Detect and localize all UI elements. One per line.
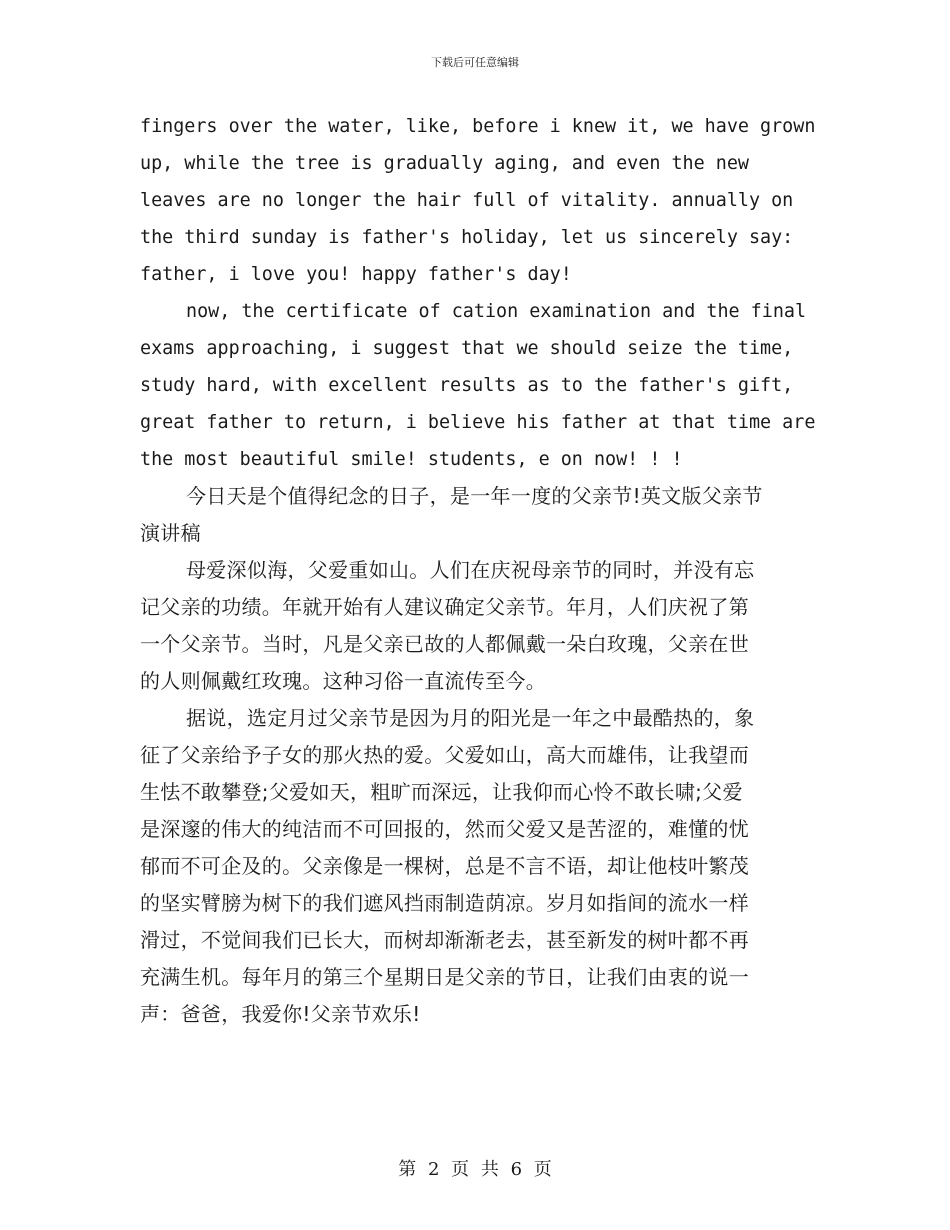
text-line: 滑过，不觉间我们已长大，而树却渐渐老去，甚至新发的树叶都不再: [140, 928, 749, 952]
text-line: 是深邃的伟大的纯洁而不可回报的，然而父爱又是苦涩的，难懂的忧: [140, 817, 749, 841]
paragraph-english-1: [140, 108, 816, 293]
text-line: now, the certificate of cation examination and the final: [186, 301, 807, 322]
text-line: exams approaching, i suggest that we should seize the time,: [140, 338, 794, 359]
text-line: 今日天是个值得纪念的日子，是一年一度的父亲节!英文版父亲节: [186, 484, 763, 508]
text-line: the most beautiful smile! students, e on now! ! !: [140, 449, 683, 470]
text-line: 充满生机。每年月的第三个星期日是父亲的节日，让我们由衷的说一: [140, 965, 749, 989]
text-line: 演讲稿: [140, 521, 201, 545]
paragraph-english-2: [140, 293, 816, 478]
text-line: leaves are no longer the hair full of vitality. annually on: [140, 190, 794, 211]
text-line: 征了父亲给予子女的那火热的爱。父爱如山，高大而雄伟，让我望而: [140, 743, 749, 767]
text-line: great father to return, i believe his father at that time are: [140, 412, 816, 433]
text-line: 生怯不敢攀登;父爱如天，粗旷而深远，让我仰而心怜不敢长啸;父爱: [140, 780, 743, 804]
document-body: [140, 108, 816, 1033]
text-line: 郁而不可企及的。父亲像是一棵树，总是不言不语，却让他枝叶繁茂: [140, 854, 749, 878]
paragraph-chinese-2: [140, 700, 810, 1033]
text-line: 的人则佩戴红玫瑰。这种习俗一直流传至今。: [140, 669, 546, 693]
text-line: 记父亲的功绩。年就开始有人建议确定父亲节。年月，人们庆祝了第: [140, 595, 749, 619]
text-line: 声：爸爸，我爱你!父亲节欢乐!: [140, 1002, 421, 1026]
text-line: 的坚实臂膀为树下的我们遮风挡雨制造荫凉。岁月如指间的流水一样: [140, 891, 749, 915]
paragraph-chinese-1: [140, 552, 810, 700]
page-footer: 第 2 页 共 6 页: [398, 1159, 552, 1180]
paragraph-chinese-title: [140, 478, 810, 552]
text-line: 母爱深似海，父爱重如山。人们在庆祝母亲节的同时，并没有忘: [186, 558, 755, 582]
text-line: father, i love you! happy father's day!: [140, 264, 572, 285]
text-line: the third sunday is father's holiday, let us sincerely say:: [140, 227, 794, 248]
page-header: 下载后可任意编辑: [431, 56, 519, 69]
text-line: 据说，选定月过父亲节是因为月的阳光是一年之中最酷热的，象: [186, 706, 755, 730]
text-line: up, while the tree is gradually aging, and even the new: [140, 153, 749, 174]
text-line: study hard, with excellent results as to the father's gift,: [140, 375, 794, 396]
text-line: fingers over the water, like, before i knew it, we have grown: [140, 116, 816, 137]
text-line: 一个父亲节。当时，凡是父亲已故的人都佩戴一朵白玫瑰，父亲在世: [140, 632, 749, 656]
